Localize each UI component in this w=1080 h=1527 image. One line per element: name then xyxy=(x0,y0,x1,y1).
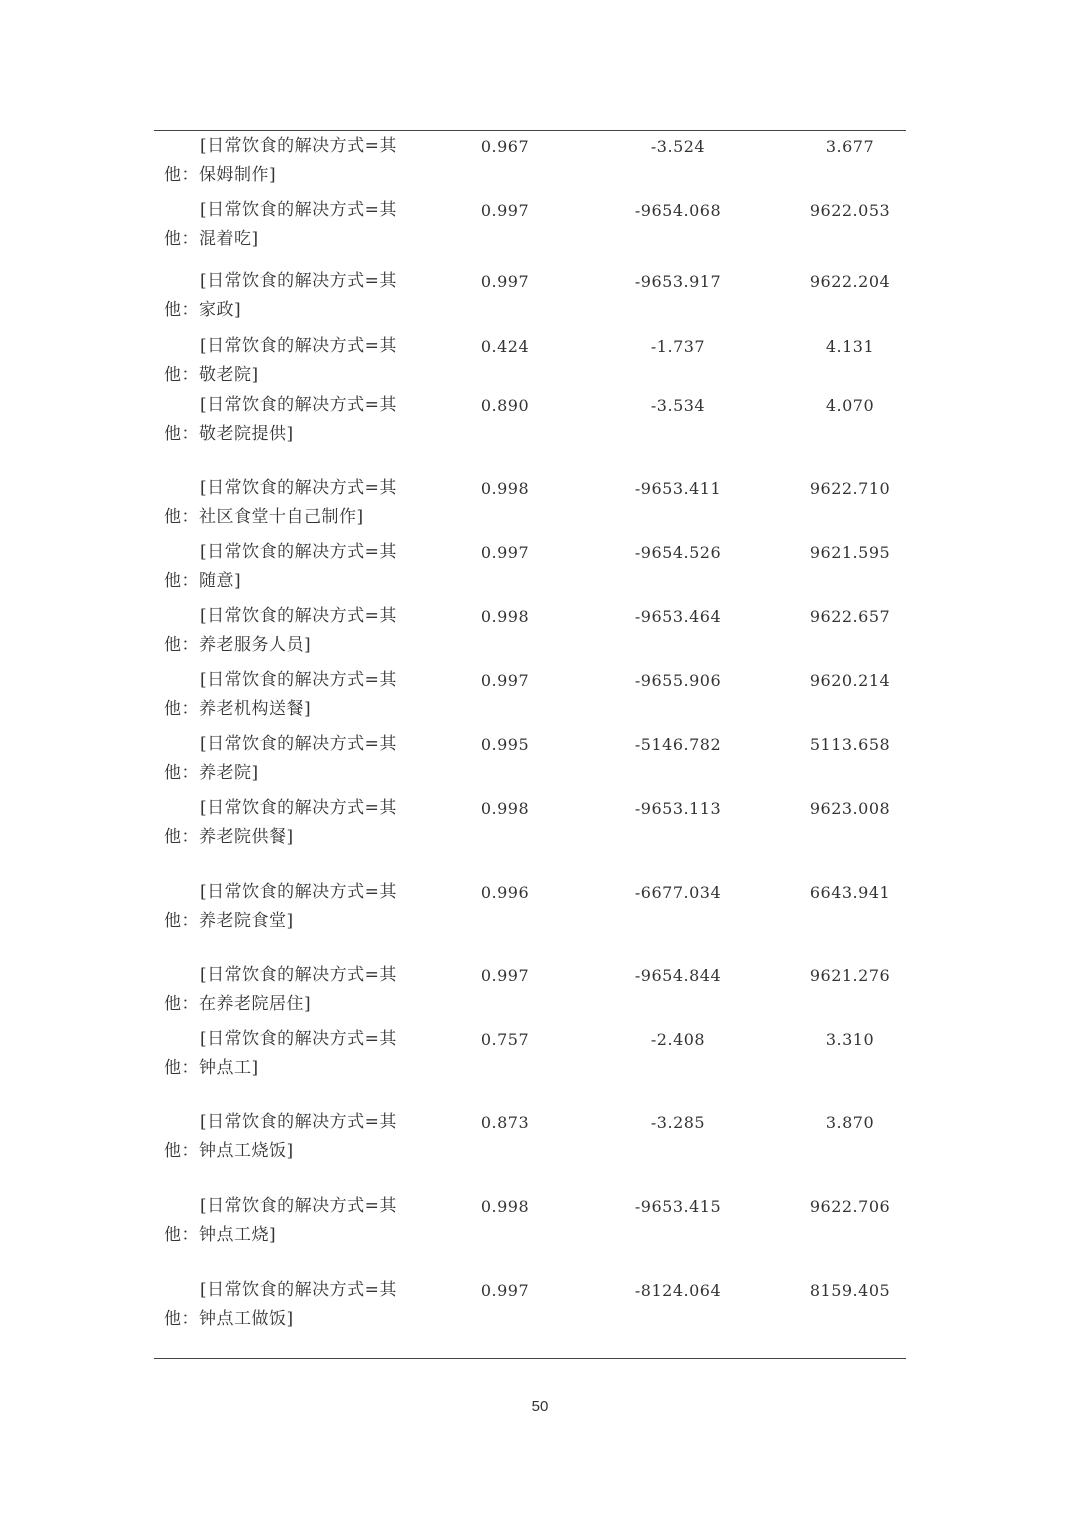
value-col-2: -9654.844 xyxy=(634,966,722,985)
row-label-line2: 他：随意] xyxy=(164,571,242,591)
row-label-line1: [日常饮食的解决方式=其 xyxy=(200,1280,397,1300)
row-label-line1: [日常饮食的解决方式=其 xyxy=(200,734,397,754)
row-label xyxy=(164,267,424,325)
value-col-3: 5113.658 xyxy=(809,735,891,754)
row-label-line2: 他：钟点工] xyxy=(164,1058,259,1078)
value-col-1: 0.997 xyxy=(480,272,530,291)
value-col-1: 0.998 xyxy=(480,1197,530,1216)
value-col-3: 3.870 xyxy=(825,1113,875,1132)
table-row xyxy=(0,267,1080,329)
value-col-2: -2.408 xyxy=(650,1030,706,1049)
page-number: 50 xyxy=(531,1398,549,1415)
value-col-2: -9653.464 xyxy=(634,607,722,626)
row-label-line1: [日常饮食的解决方式=其 xyxy=(200,670,397,690)
value-col-3: 3.677 xyxy=(825,137,875,156)
value-col-1: 0.997 xyxy=(480,1281,530,1300)
row-label-line1: [日常饮食的解决方式=其 xyxy=(200,200,397,220)
value-col-1: 0.997 xyxy=(480,543,530,562)
row-label xyxy=(164,794,424,852)
value-col-2: -9653.113 xyxy=(634,799,722,818)
value-col-2: -9654.068 xyxy=(634,201,722,220)
row-label xyxy=(164,878,424,936)
value-col-2: -1.737 xyxy=(650,337,706,356)
table-row xyxy=(0,666,1080,728)
value-col-1: 0.873 xyxy=(480,1113,530,1132)
table-bottom-rule xyxy=(154,1358,906,1359)
value-col-2: -3.285 xyxy=(650,1113,706,1132)
table-row xyxy=(0,538,1080,600)
row-label-line1: [日常饮食的解决方式=其 xyxy=(200,1196,397,1216)
row-label-line1: [日常饮食的解决方式=其 xyxy=(200,478,397,498)
value-col-1: 0.997 xyxy=(480,671,530,690)
row-label xyxy=(164,1108,424,1166)
value-col-3: 9622.204 xyxy=(809,272,891,291)
row-label-line2: 他：家政] xyxy=(164,300,242,320)
row-label-line1: [日常饮食的解决方式=其 xyxy=(200,882,397,902)
value-col-3: 3.310 xyxy=(825,1030,875,1049)
value-col-1: 0.997 xyxy=(480,966,530,985)
row-label-line2: 他：钟点工做饭] xyxy=(164,1309,294,1329)
value-col-3: 6643.941 xyxy=(809,883,891,902)
table-row xyxy=(0,961,1080,1023)
value-col-3: 9623.008 xyxy=(809,799,891,818)
value-col-3: 8159.405 xyxy=(809,1281,891,1300)
table-row xyxy=(0,196,1080,258)
table-row xyxy=(0,1192,1080,1254)
row-label xyxy=(164,1192,424,1250)
value-col-3: 9622.706 xyxy=(809,1197,891,1216)
value-col-2: -5146.782 xyxy=(634,735,722,754)
row-label xyxy=(164,474,424,532)
row-label-line1: [日常饮食的解决方式=其 xyxy=(200,542,397,562)
row-label xyxy=(164,730,424,788)
value-col-1: 0.997 xyxy=(480,201,530,220)
row-label-line1: [日常饮食的解决方式=其 xyxy=(200,965,397,985)
table-row xyxy=(0,1108,1080,1170)
value-col-1: 0.998 xyxy=(480,799,530,818)
row-label-line2: 他：社区食堂十自己制作] xyxy=(164,507,364,527)
row-label xyxy=(164,1276,424,1334)
row-label-line1: [日常饮食的解决方式=其 xyxy=(200,271,397,291)
row-label xyxy=(164,196,424,254)
row-label-line2: 他：钟点工烧] xyxy=(164,1225,277,1245)
value-col-1: 0.967 xyxy=(480,137,530,156)
row-label-line2: 他：养老院供餐] xyxy=(164,827,294,847)
row-label-line2: 他：敬老院] xyxy=(164,365,259,385)
row-label xyxy=(164,132,424,190)
value-col-2: -6677.034 xyxy=(634,883,722,902)
row-label-line2: 他：混着吃] xyxy=(164,229,259,249)
row-label-line1: [日常饮食的解决方式=其 xyxy=(200,336,397,356)
row-label-line1: [日常饮食的解决方式=其 xyxy=(200,606,397,626)
value-col-3: 9621.595 xyxy=(809,543,891,562)
value-col-1: 0.757 xyxy=(480,1030,530,1049)
row-label-line1: [日常饮食的解决方式=其 xyxy=(200,1112,397,1132)
row-label xyxy=(164,538,424,596)
row-label-line2: 他：钟点工烧饭] xyxy=(164,1141,294,1161)
value-col-1: 0.998 xyxy=(480,607,530,626)
value-col-3: 9622.710 xyxy=(809,479,891,498)
row-label xyxy=(164,332,424,390)
value-col-1: 0.998 xyxy=(480,479,530,498)
table-row xyxy=(0,132,1080,194)
row-label-line2: 他：养老服务人员] xyxy=(164,635,312,655)
value-col-2: -8124.064 xyxy=(634,1281,722,1300)
table-top-rule xyxy=(154,130,906,131)
row-label-line1: [日常饮食的解决方式=其 xyxy=(200,798,397,818)
table-row xyxy=(0,730,1080,792)
row-label-line2: 他：在养老院居住] xyxy=(164,994,312,1014)
row-label-line1: [日常饮食的解决方式=其 xyxy=(200,136,397,156)
value-col-1: 0.424 xyxy=(480,337,530,356)
row-label-line1: [日常饮食的解决方式=其 xyxy=(200,1029,397,1049)
table-row xyxy=(0,391,1080,453)
value-col-2: -9654.526 xyxy=(634,543,722,562)
table-row xyxy=(0,602,1080,664)
row-label-line1: [日常饮食的解决方式=其 xyxy=(200,395,397,415)
row-label-line2: 他：养老院食堂] xyxy=(164,911,294,931)
row-label xyxy=(164,1025,424,1083)
value-col-3: 9622.053 xyxy=(809,201,891,220)
value-col-2: -3.534 xyxy=(650,396,706,415)
table-row xyxy=(0,1276,1080,1338)
value-col-3: 9622.657 xyxy=(809,607,891,626)
value-col-1: 0.995 xyxy=(480,735,530,754)
table-row xyxy=(0,878,1080,940)
row-label xyxy=(164,961,424,1019)
value-col-3: 4.131 xyxy=(825,337,875,356)
row-label-line2: 他：养老院] xyxy=(164,763,259,783)
value-col-2: -3.524 xyxy=(650,137,706,156)
value-col-1: 0.890 xyxy=(480,396,530,415)
row-label-line2: 他：养老机构送餐] xyxy=(164,699,312,719)
value-col-2: -9653.415 xyxy=(634,1197,722,1216)
row-label-line2: 他：保姆制作] xyxy=(164,165,277,185)
row-label xyxy=(164,391,424,449)
value-col-2: -9655.906 xyxy=(634,671,722,690)
row-label-line2: 他：敬老院提供] xyxy=(164,424,294,444)
value-col-3: 9620.214 xyxy=(809,671,891,690)
table-row xyxy=(0,474,1080,536)
value-col-1: 0.996 xyxy=(480,883,530,902)
value-col-3: 4.070 xyxy=(825,396,875,415)
value-col-3: 9621.276 xyxy=(809,966,891,985)
value-col-2: -9653.411 xyxy=(634,479,722,498)
table-row xyxy=(0,794,1080,856)
table-row xyxy=(0,332,1080,394)
value-col-2: -9653.917 xyxy=(634,272,722,291)
row-label xyxy=(164,666,424,724)
table-row xyxy=(0,1025,1080,1087)
row-label xyxy=(164,602,424,660)
